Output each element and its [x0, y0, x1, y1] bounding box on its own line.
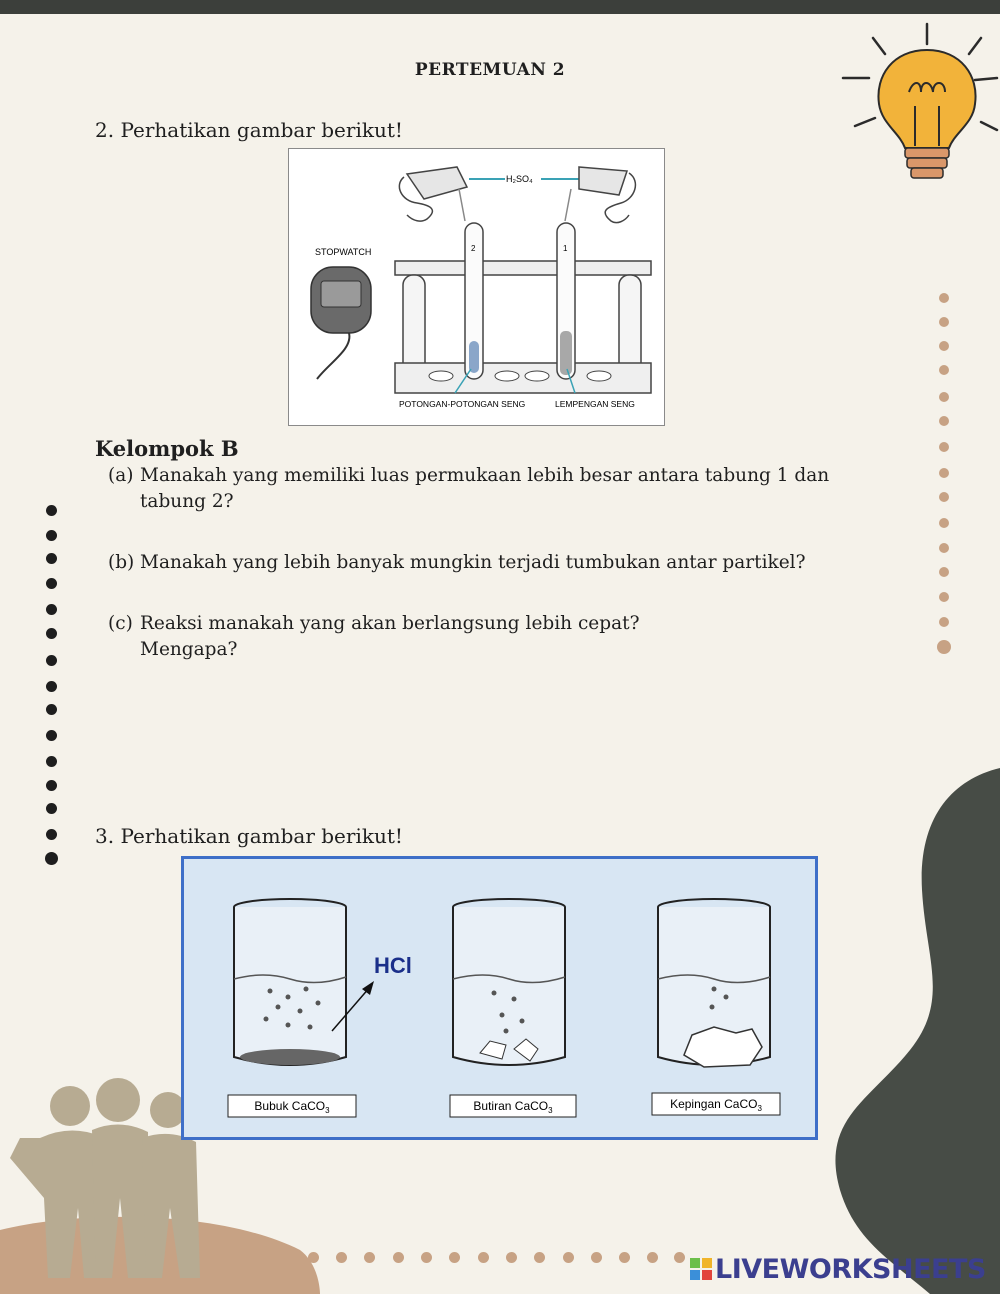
people-group-icon: [0, 1078, 210, 1278]
pouring-hand-right-icon: [565, 167, 635, 223]
question-a-text: Manakah yang memiliki luas permukaan lebih besar antara tabung 1 dan tabung 2?: [140, 465, 830, 512]
test-tube-2: [465, 223, 483, 379]
question-a-label: (a): [108, 465, 134, 486]
question-2-prompt: 2. Perhatikan gambar berikut!: [95, 118, 403, 142]
brand-text: LIVEWORKSHEETS: [715, 1254, 986, 1285]
acid-label-hcl: HCl: [374, 953, 412, 978]
tube-2-number: 2: [471, 244, 476, 253]
top-bar: [0, 0, 1000, 14]
stopwatch-label: STOPWATCH: [315, 247, 372, 257]
label-powder: Bubuk CaCO$_3$: [254, 1099, 330, 1115]
test-tube-1: [557, 223, 575, 379]
stopwatch-icon: [311, 267, 371, 379]
question-c-text: Reaksi manakah yang akan berlangsung lebih cepat? Mengapa?: [140, 613, 640, 660]
question-b-label: (b): [108, 552, 135, 573]
question-b: [108, 550, 860, 576]
decorative-blob: [800, 760, 1000, 1294]
lightbulb-icon: [835, 20, 1000, 195]
question-c: [108, 611, 680, 663]
question-c-label: (c): [108, 613, 133, 634]
label-granules: Butiran CaCO$_3$: [473, 1099, 553, 1115]
figure-zinc-tubes: [288, 148, 665, 426]
beaker-powder: [234, 899, 346, 1065]
label-zinc-pieces: POTONGAN-POTONGAN SENG: [399, 399, 526, 409]
acid-label-h2so4: H₂SO₄: [506, 174, 533, 184]
liveworksheets-logo-icon: [690, 1258, 712, 1280]
pouring-hand-left-icon: [399, 167, 467, 221]
liveworksheets-brand: [690, 1254, 986, 1285]
test-tube-rack: [395, 261, 651, 393]
label-zinc-plate: LEMPENGAN SENG: [555, 399, 635, 409]
beaker-granules: [453, 899, 565, 1065]
group-title: Kelompok B: [95, 436, 239, 461]
question-b-text: Manakah yang lebih banyak mungkin terjadi tumbukan antar partikel?: [140, 552, 806, 573]
page-title: PERTEMUAN 2: [414, 60, 566, 80]
question-3-prompt: 3. Perhatikan gambar berikut!: [95, 824, 403, 848]
tube-1-number: 1: [563, 244, 568, 253]
beaker-chips: [658, 899, 770, 1067]
question-a: [108, 463, 860, 515]
figure-caco3-beakers: [181, 856, 818, 1140]
label-chips: Kepingan CaCO$_3$: [670, 1097, 762, 1113]
